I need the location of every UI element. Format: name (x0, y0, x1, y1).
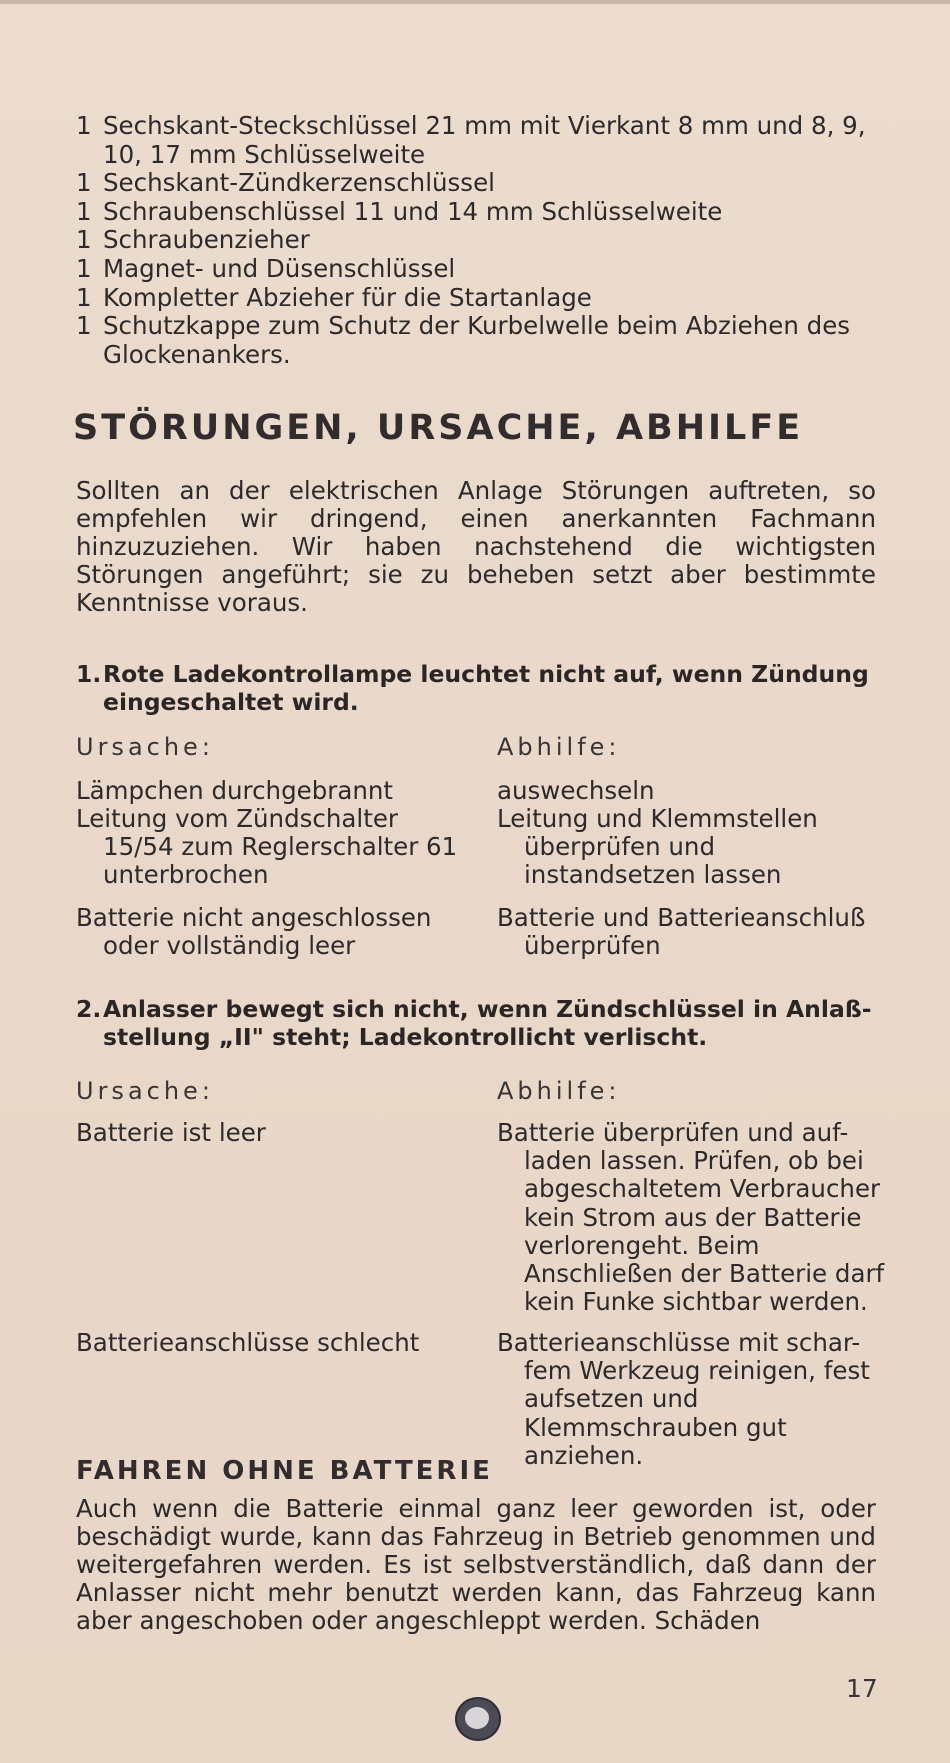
cause-cell: Lämpchen durchgebrannt (76, 776, 394, 805)
page-number: 17 (846, 1674, 878, 1703)
publisher-logo-icon (455, 1697, 501, 1741)
top-edge (0, 0, 950, 4)
remedy-cell: auswechseln (497, 776, 655, 805)
cause-cell: Batterie ist leer (76, 1118, 266, 1147)
remedy-cell: Batterieanschlüsse mit schar- fem Werkzeug reinigen, fest aufsetzen und Klemmschrauben gut anziehen. (497, 1328, 870, 1470)
tool-item: 1 Sechskant-Zündkerzenschlüssel (76, 168, 495, 198)
cause-label: Ursache: (76, 733, 214, 761)
issue-title: 2.Anlasser bewegt sich nicht, wenn Zündschlüssel in Anlaß- stellung „II" steht; Ladekontrollicht verlischt. (76, 995, 872, 1051)
subsection-heading: FAHREN OHNE BATTERIE (76, 1456, 493, 1486)
tool-item: 1 Sechskant-Steckschlüssel 21 mm mit Vierkant 8 mm und 8, 9, 10, 17 mm Schlüsselweite (76, 111, 866, 169)
intro-paragraph: Sollten an der elektrischen Anlage Störungen auftreten, so empfehlen wir dringend, einen anerkannten Fachmann hinzuzuziehen. Wir haben nachstehend die wichtigsten Störungen angeführt; sie zu beheben setzt aber bestimmte Kenntnisse voraus. (76, 476, 876, 617)
closing-paragraph: Auch wenn die Batterie einmal ganz leer geworden ist, oder beschädigt wurde, kann das Fahrzeug in Betrieb genommen und weitergefahren werden. Es ist selbstverständlich, daß dann der Anlasser nicht mehr benutzt werden kann, das Fahrzeug kann aber angeschoben oder angeschleppt werden. Schäden (76, 1494, 876, 1635)
remedy-label: Abhilfe: (497, 733, 621, 761)
logo-center (465, 1707, 489, 1729)
tool-item: 1 Schraubenzieher (76, 225, 310, 255)
issue-title: 1.Rote Ladekontrollampe leuchtet nicht auf, wenn Zündung eingeschaltet wird. (76, 660, 869, 716)
tool-list (76, 112, 886, 369)
remedy-cell: Leitung und Klemmstellen überprüfen und instandsetzen lassen (497, 804, 818, 890)
section-heading: STÖRUNGEN, URSACHE, ABHILFE (73, 408, 804, 448)
cause-cell: Batterieanschlüsse schlecht (76, 1328, 420, 1357)
remedy-cell: Batterie und Batterieanschluß überprüfen (497, 903, 866, 961)
cause-cell: Batterie nicht angeschlossen oder vollständig leer (76, 903, 432, 961)
tool-item: 1 Kompletter Abzieher für die Startanlage (76, 282, 592, 312)
tool-item: 1 Schraubenschlüssel 11 und 14 mm Schlüsselweite (76, 196, 723, 226)
tool-item: 1 Schutzkappe zum Schutz der Kurbelwelle beim Abziehen des Glockenankers. (76, 311, 851, 369)
remedy-label: Abhilfe: (497, 1077, 621, 1105)
remedy-cell: Batterie überprüfen und auf- laden lassen. Prüfen, ob bei abgeschaltetem Verbraucher kein Strom aus der Batterie verlorengeht. Beim Anschließen der Batterie darf kein Funke sichtbar werden. (497, 1118, 885, 1317)
cause-label: Ursache: (76, 1077, 214, 1105)
cause-cell: Leitung vom Zündschalter 15/54 zum Reglerschalter 61 unterbrochen (76, 804, 458, 890)
tool-item: 1 Magnet- und Düsenschlüssel (76, 253, 456, 283)
